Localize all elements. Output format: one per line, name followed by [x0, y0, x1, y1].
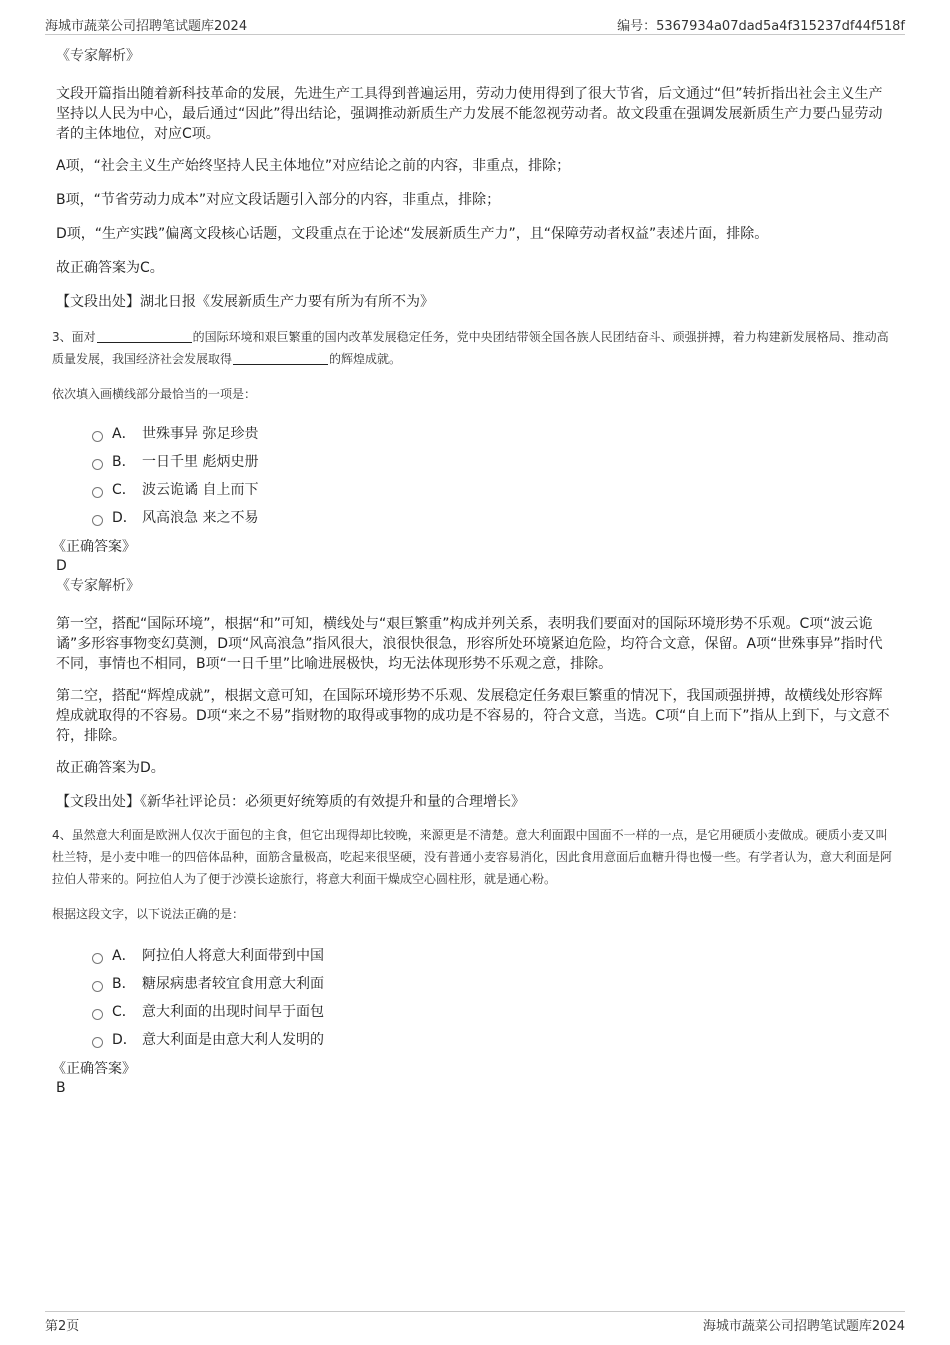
header-serial: 编号：5367934a07dad5a4f315237df44f518f: [617, 19, 905, 34]
q2-analysis-para: 文段开篇指出随着新科技革命的发展，先进生产工具得到普遍运用，劳动力使用得到了很大节省，后文通过“但”转折指出社会主义生产坚持以人民为中心，最后通过“因此”得出结论，强调推动新质生产力发展不能忽视劳动者。故文段重在强调发展新质生产力要凸显劳动者的主体地位，对应C项。: [56, 86, 883, 142]
q4-option-a[interactable]: A． 阿拉伯人将意大利面带到中国: [92, 942, 892, 970]
radio-button[interactable]: [92, 981, 103, 992]
q2-analysis-para: A项，“社会主义生产始终坚持人民主体地位”对应结论之前的内容，非重点，排除；: [56, 158, 571, 174]
q4-options: [92, 942, 892, 1054]
q4-option-b[interactable]: B． 糖尿病患者较宜食用意大利面: [92, 970, 892, 998]
radio-button[interactable]: [92, 1009, 103, 1020]
answer-blank: [233, 350, 328, 365]
q3-analysis-para: 故正确答案为D。: [56, 760, 165, 776]
page-number: 第2页: [45, 1319, 80, 1334]
q4-prompt: 根据这段文字，以下说法正确的是：: [52, 907, 245, 921]
q3-option-c[interactable]: C． 波云诡谲 自上而下: [92, 476, 892, 504]
q3-answer: D: [56, 558, 67, 574]
q3-question-text: 3、面对 的国际环境和艰巨繁重的国内改革发展稳定任务，党中央团结带领全国各族人民团结奋斗、顽强拼搏，着力构建新发展格局、推动高质量发展，我国经济社会发展取得 的辉煌成就。: [52, 330, 889, 366]
footer-title: 海城市蔬菜公司招聘笔试题库2024: [702, 1319, 905, 1334]
radio-button[interactable]: [92, 953, 103, 964]
radio-button[interactable]: [92, 431, 103, 442]
page-content: [52, 46, 893, 1098]
q3-options: [92, 420, 892, 532]
radio-button[interactable]: [92, 515, 103, 526]
page-header: [45, 12, 905, 35]
q3-answer-label: 《正确答案》: [52, 539, 136, 555]
q3-analysis-para: 第二空，搭配“辉煌成就”，根据文意可知，在国际环境形势不乐观、发展稳定任务艰巨繁重的情况下，我国顽强拼搏，故横线处形容辉煌成就取得的不容易。D项“来之不易”指财物的取得或事物的成功是不容易的，符合文意，当选。C项“自上而下”指从上到下，与文意不符，排除。: [56, 688, 890, 744]
answer-blank: [97, 328, 192, 343]
radio-button[interactable]: [92, 1037, 103, 1048]
q2-analysis-para: D项，“生产实践”偏离文段核心话题，文段重点在于论述“发展新质生产力”，且“保障劳动者权益”表述片面，排除。: [56, 226, 769, 242]
q4-option-c[interactable]: C． 意大利面的出现时间早于面包: [92, 998, 892, 1026]
q3-option-a[interactable]: A． 世殊事异 弥足珍贵: [92, 420, 892, 448]
q2-source: 【文段出处】湖北日报《发展新质生产力要有所为有所不为》: [56, 294, 434, 310]
q3-analysis-label: 《专家解析》: [56, 578, 140, 594]
q4-question-text: 4、虽然意大利面是欧洲人仅次于面包的主食，但它出现得却比较晚，来源更是不清楚。意大利面跟中国面不一样的一点，是它用硬质小麦做成。硬质小麦又叫杜兰特，是小麦中唯一的四倍体品种，面筋含量极高，吃起来很坚硬，没有普通小麦容易消化，因此食用意面后血糖升得也慢一些。有学者认为，意大利面是阿拉伯人带来的。阿拉伯人为了便于沙漠长途旅行，将意大利面干燥成空心圆柱形，就是通心粉。: [52, 828, 893, 886]
header-title: 海城市蔬菜公司招聘笔试题库2024: [45, 19, 248, 34]
page-footer: [45, 1311, 905, 1334]
q3-prompt: 依次填入画横线部分最恰当的一项是：: [52, 387, 257, 401]
q3-source: 【文段出处】《新华社评论员：必须更好统筹质的有效提升和量的合理增长》: [56, 794, 525, 810]
q4-option-d[interactable]: D． 意大利面是由意大利人发明的: [92, 1026, 892, 1054]
q2-analysis-label: 《专家解析》: [56, 48, 140, 64]
radio-button[interactable]: [92, 487, 103, 498]
q3-option-b[interactable]: B． 一日千里 彪炳史册: [92, 448, 892, 476]
q4-answer: B: [56, 1080, 66, 1096]
q3-option-d[interactable]: D． 风高浪急 来之不易: [92, 504, 892, 532]
q2-analysis-para: B项，“节省劳动力成本”对应文段话题引入部分的内容，非重点，排除；: [56, 192, 501, 208]
q4-answer-label: 《正确答案》: [52, 1061, 136, 1077]
q3-analysis-para: 第一空，搭配“国际环境”，根据“和”可知，横线处与“艰巨繁重”构成并列关系，表明我们要面对的国际环境形势不乐观。C项“波云诡谲”多形容事物变幻莫测，D项“风高浪急”指风很大，浪很快很急，形容所处环境紧迫危险，均符合文意，保留。A项“世殊事异”指时代不同，事情也不相同，B项“一日千里”比喻进展极快，均无法体现形势不乐观之意，排除。: [56, 616, 883, 672]
radio-button[interactable]: [92, 459, 103, 470]
q2-analysis-para: 故正确答案为C。: [56, 260, 164, 276]
